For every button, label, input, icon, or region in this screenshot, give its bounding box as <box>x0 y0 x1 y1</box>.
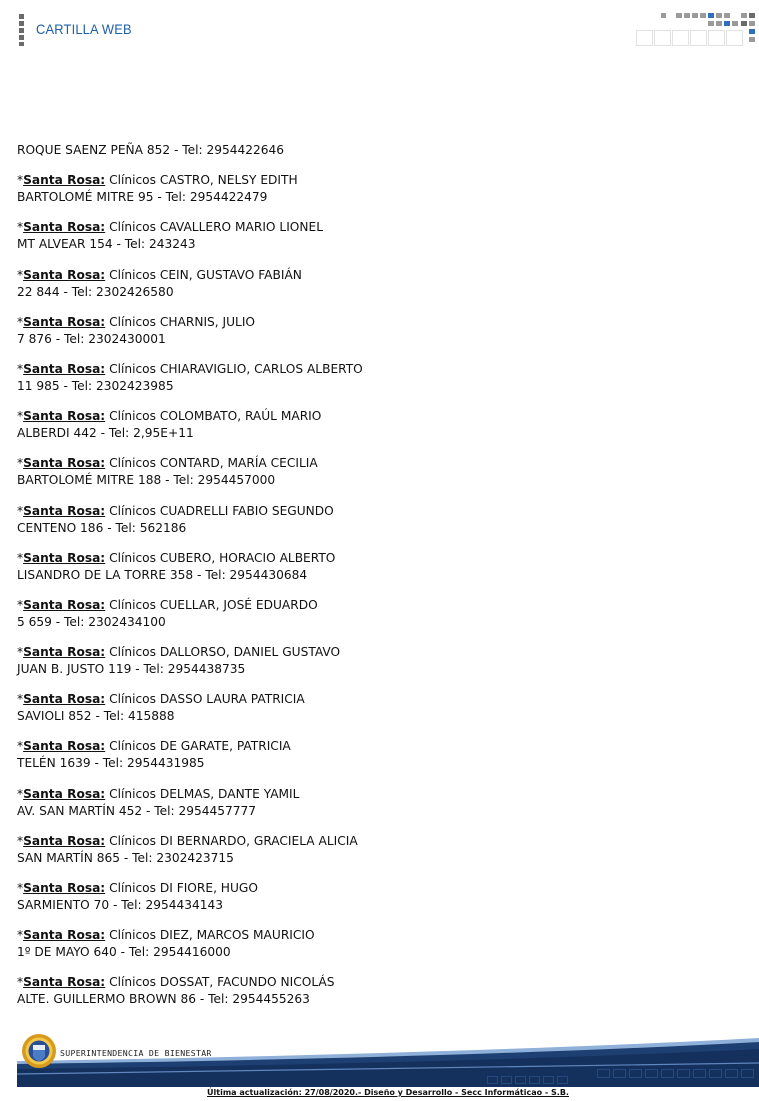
entry-prefix: * <box>17 550 24 565</box>
address-phone: 1º DE MAYO 640 - Tel: 2954416000 <box>17 945 231 960</box>
location-label: Santa Rosa: <box>23 503 106 518</box>
corner-squares-decoration <box>634 12 759 48</box>
location-label: Santa Rosa: <box>23 173 106 188</box>
address-phone: 5 659 - Tel: 2302434100 <box>17 614 166 629</box>
provider-line <box>17 738 617 755</box>
location-label: Santa Rosa: <box>23 928 106 943</box>
entry-prefix: * <box>17 314 24 329</box>
list-item <box>17 408 617 442</box>
location-label: Santa Rosa: <box>23 975 106 990</box>
list-item <box>17 361 617 395</box>
specialty: Clínicos <box>109 409 156 424</box>
provider-name: CHARNIS, JULIO <box>159 314 256 329</box>
provider-name: DI BERNARDO, GRACIELA ALICIA <box>159 833 358 848</box>
provider-line <box>17 644 617 661</box>
specialty: Clínicos <box>109 550 156 565</box>
provider-name: DELMAS, DANTE YAMIL <box>159 786 300 801</box>
location-label: Santa Rosa: <box>23 361 106 376</box>
entry-prefix: * <box>17 456 24 471</box>
location-label: Santa Rosa: <box>23 314 106 329</box>
provider-name: COLOMBATO, RAÚL MARIO <box>159 409 322 424</box>
specialty: Clínicos <box>109 833 156 848</box>
specialty: Clínicos <box>109 220 156 235</box>
provider-name: CEIN, GUSTAVO FABIÁN <box>159 267 302 282</box>
address-phone: ALTE. GUILLERMO BROWN 86 - Tel: 2954455263 <box>17 992 310 1007</box>
entry-prefix: * <box>17 361 24 376</box>
provider-line <box>17 550 617 567</box>
update-credits: Última actualización: 27/08/2020.- Diseño y Desarrollo - Secc Informáticao - S.B. <box>207 1088 569 1097</box>
list-item <box>17 738 617 772</box>
provider-name: CUBERO, HORACIO ALBERTO <box>159 550 336 565</box>
address-phone: 11 985 - Tel: 2302423985 <box>17 378 174 393</box>
list-item <box>17 786 617 820</box>
provider-name: CHIARAVIGLIO, CARLOS ALBERTO <box>159 361 363 376</box>
list-item <box>17 314 617 348</box>
specialty: Clínicos <box>109 645 156 660</box>
provider-line <box>17 691 617 708</box>
list-item <box>17 142 617 159</box>
provider-line <box>17 267 617 284</box>
provider-name: DI FIORE, HUGO <box>159 881 258 895</box>
provider-line <box>17 219 617 236</box>
address-phone: SARMIENTO 70 - Tel: 2954434143 <box>17 898 224 912</box>
address-phone: MT ALVEAR 154 - Tel: 243243 <box>17 237 196 252</box>
provider-name: CASTRO, NELSY EDITH <box>159 173 298 188</box>
location-label: Santa Rosa: <box>23 833 106 848</box>
entry-prefix: * <box>17 975 24 990</box>
address-phone: SAN MARTÍN 865 - Tel: 2302423715 <box>17 850 234 865</box>
list-item <box>17 219 617 253</box>
list-item <box>17 172 617 206</box>
provider-line <box>17 408 617 425</box>
address-phone: LISANDRO DE LA TORRE 358 - Tel: 2954430684 <box>17 567 308 582</box>
provider-name: CUELLAR, JOSÉ EDUARDO <box>159 597 318 612</box>
entry-prefix: * <box>17 786 24 801</box>
provider-line <box>17 597 617 614</box>
entry-prefix: * <box>17 597 24 612</box>
entry-prefix: * <box>17 409 24 424</box>
organization-name: SUPERINTENDENCIA DE BIENESTAR <box>60 1048 212 1058</box>
provider-name: DALLORSO, DANIEL GUSTAVO <box>159 645 341 660</box>
address-phone: 7 876 - Tel: 2302430001 <box>17 331 166 346</box>
specialty: Clínicos <box>109 597 156 612</box>
list-item <box>17 550 617 584</box>
specialty: Clínicos <box>109 975 156 990</box>
provider-line <box>17 927 617 944</box>
address-phone: SAVIOLI 852 - Tel: 415888 <box>17 709 175 724</box>
address-phone: TELÉN 1639 - Tel: 2954431985 <box>17 756 205 771</box>
provider-name: DASSO LAURA PATRICIA <box>159 692 305 707</box>
location-label: Santa Rosa: <box>23 786 106 801</box>
list-item <box>17 833 617 867</box>
entry-prefix: * <box>17 267 24 282</box>
entry-prefix: * <box>17 881 24 895</box>
list-item <box>17 644 617 678</box>
entry-prefix: * <box>17 928 24 943</box>
entry-prefix: * <box>17 503 24 518</box>
specialty: Clínicos <box>109 361 156 376</box>
provider-line <box>17 361 617 378</box>
entry-prefix: * <box>17 220 24 235</box>
location-label: Santa Rosa: <box>23 692 106 707</box>
provider-name: CONTARD, MARÍA CECILIA <box>159 456 318 471</box>
provider-name: DOSSAT, FACUNDO NICOLÁS <box>159 975 335 990</box>
specialty: Clínicos <box>109 739 156 754</box>
page-header <box>0 0 759 60</box>
provider-name: DE GARATE, PATRICIA <box>159 739 291 754</box>
specialty: Clínicos <box>109 267 156 282</box>
specialty: Clínicos <box>109 173 156 188</box>
provider-line <box>17 786 617 803</box>
list-item <box>17 691 617 725</box>
address-phone: ALBERDI 442 - Tel: 2,95E+11 <box>17 426 194 441</box>
address-phone: AV. SAN MARTÍN 452 - Tel: 2954457777 <box>17 803 257 818</box>
entry-prefix: * <box>17 173 24 188</box>
address-phone: BARTOLOMÉ MITRE 188 - Tel: 2954457000 <box>17 473 276 488</box>
list-item <box>17 267 617 301</box>
page-title: CARTILLA WEB <box>36 21 132 37</box>
location-label: Santa Rosa: <box>23 739 106 754</box>
location-label: Santa Rosa: <box>23 267 106 282</box>
location-label: Santa Rosa: <box>23 597 106 612</box>
page-footer <box>0 1025 759 1101</box>
list-item <box>17 455 617 489</box>
specialty: Clínicos <box>109 881 156 895</box>
entry-prefix: * <box>17 645 24 660</box>
address-phone: CENTENO 186 - Tel: 562186 <box>17 520 187 535</box>
specialty: Clínicos <box>109 786 156 801</box>
address-phone: BARTOLOMÉ MITRE 95 - Tel: 2954422479 <box>17 190 268 205</box>
specialty: Clínicos <box>109 314 156 329</box>
location-label: Santa Rosa: <box>23 881 106 895</box>
entry-prefix: * <box>17 692 24 707</box>
list-item <box>17 880 617 914</box>
address-phone: JUAN B. JUSTO 119 - Tel: 2954438735 <box>17 662 246 677</box>
list-item <box>17 927 617 961</box>
provider-line <box>17 503 617 520</box>
entry-prefix: * <box>17 739 24 754</box>
provider-name: CAVALLERO MARIO LIONEL <box>159 220 323 235</box>
list-item <box>17 597 617 631</box>
provider-line <box>17 314 617 331</box>
list-item <box>17 503 617 537</box>
provider-list <box>17 142 617 1022</box>
provider-line <box>17 833 617 850</box>
address-phone: ROQUE SAENZ PEÑA 852 - Tel: 2954422646 <box>17 143 285 157</box>
provider-line <box>17 172 617 189</box>
location-label: Santa Rosa: <box>23 456 106 471</box>
specialty: Clínicos <box>109 928 156 943</box>
provider-name: DIEZ, MARCOS MAURICIO <box>159 928 315 943</box>
provider-line <box>17 455 617 472</box>
institution-logo <box>21 1033 57 1069</box>
provider-name: CUADRELLI FABIO SEGUNDO <box>159 503 334 518</box>
provider-line <box>17 974 617 991</box>
location-label: Santa Rosa: <box>23 220 106 235</box>
location-label: Santa Rosa: <box>23 550 106 565</box>
specialty: Clínicos <box>109 503 156 518</box>
header-bar-icon <box>19 14 24 46</box>
entry-prefix: * <box>17 833 24 848</box>
address-phone: 22 844 - Tel: 2302426580 <box>17 284 174 299</box>
provider-line <box>17 880 617 897</box>
list-item <box>17 974 617 1008</box>
location-label: Santa Rosa: <box>23 409 106 424</box>
location-label: Santa Rosa: <box>23 645 106 660</box>
specialty: Clínicos <box>109 456 156 471</box>
specialty: Clínicos <box>109 692 156 707</box>
